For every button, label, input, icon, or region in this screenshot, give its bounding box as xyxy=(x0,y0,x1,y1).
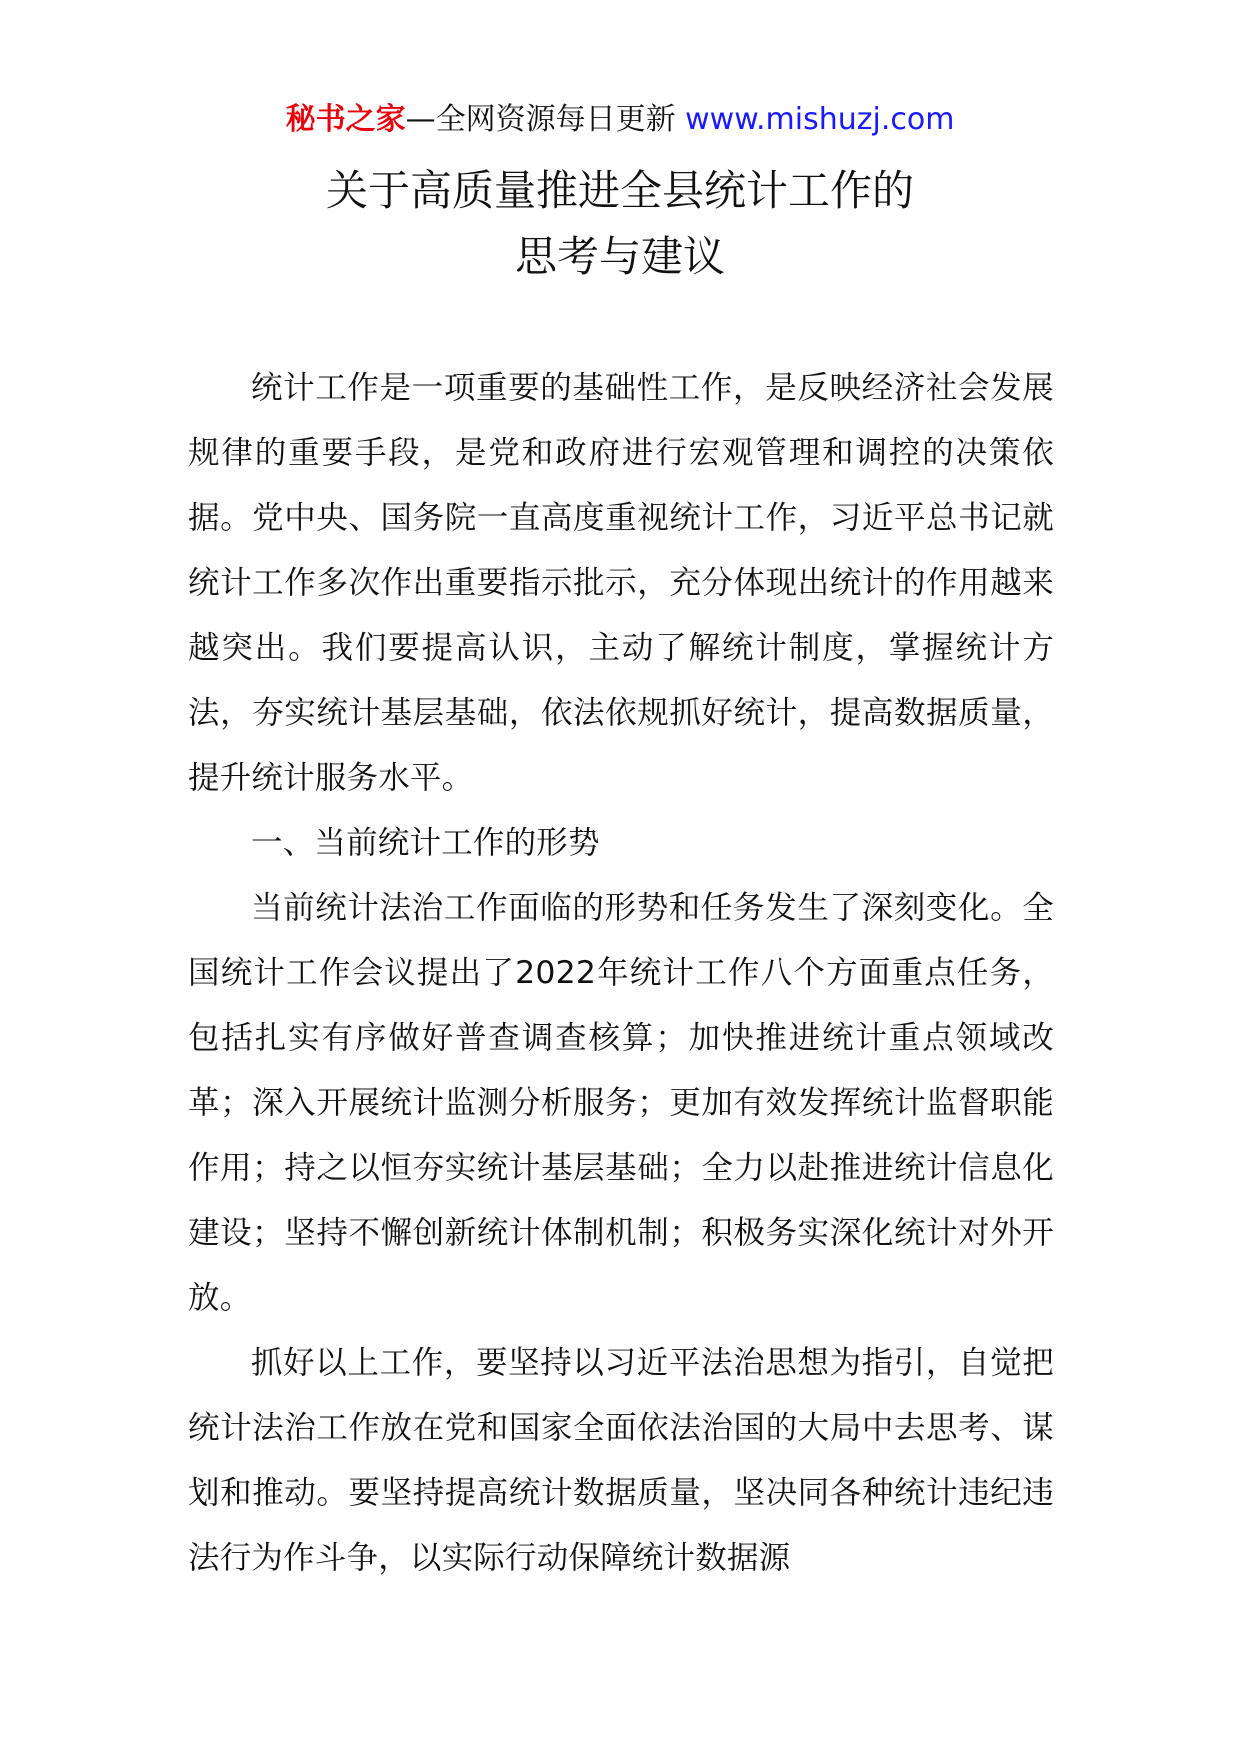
site-url-link[interactable]: www.mishuzj.com xyxy=(685,102,955,137)
document-title-line-1: 关于高质量推进全县统计工作的 xyxy=(325,166,914,215)
document-title-line-2: 思考与建议 xyxy=(514,232,725,281)
site-header xyxy=(0,100,1240,140)
paragraph-requirements: 抓好以上工作，要坚持以习近平法治思想为指引，自觉把统计法治工作放在党和国家全面依法治国的大局中去思考、谋划和推动。要坚持提高统计数据质量，坚决同各种统计违纪违法行为作斗争，以实际行动保障统计数据源 xyxy=(188,1345,1054,1576)
section-heading-1: 一、当前统计工作的形势 xyxy=(251,825,600,861)
site-tagline: —全网资源每日更新 xyxy=(405,102,676,137)
document-body xyxy=(188,356,1054,1591)
paragraph-intro: 统计工作是一项重要的基础性工作，是反映经济社会发展规律的重要手段，是党和政府进行宏观管理和调控的决策依据。党中央、国务院一直高度重视统计工作，习近平总书记就统计工作多次作出重要指示批示，充分体现出统计的作用越来越突出。我们要提高认识，主动了解统计制度，掌握统计方法，夯实统计基层基础，依法依规抓好统计，提高数据质量，提升统计服务水平。 xyxy=(188,370,1054,796)
paragraph-situation: 当前统计法治工作面临的形势和任务发生了深刻变化。全国统计工作会议提出了2022年统计工作八个方面重点任务，包括扎实有序做好普查调查核算；加快推进统计重点领域改革；深入开展统计监测分析服务；更加有效发挥统计监督职能作用；持之以恒夯实统计基层基础；全力以赴推进统计信息化建设；坚持不懈创新统计体制机制；积极务实深化统计对外开放。 xyxy=(188,890,1054,1316)
site-name: 秘书之家 xyxy=(285,102,406,137)
